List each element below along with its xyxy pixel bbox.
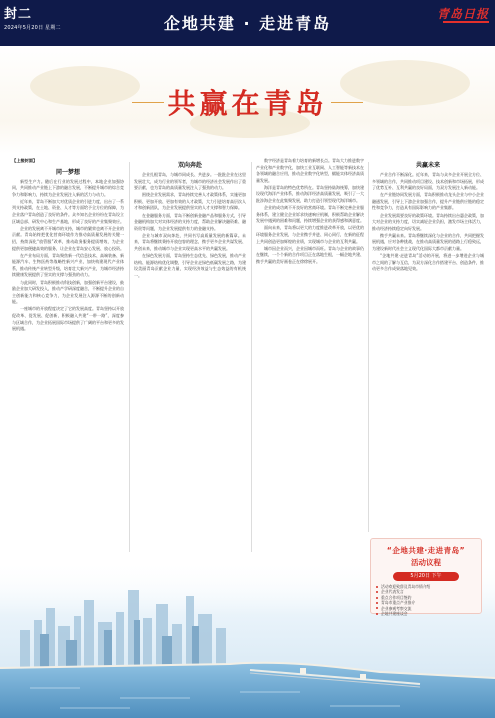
paragraph: “企地共建·走进青岛”活动的开展，将进一步增进企业与城市之间的了解与互信，为双方深化合作搭建平台、创造条件，推动更多合作成果落地见效。 [372,253,484,272]
article-column-3 [256,158,364,558]
hero-title: 共赢在青岛 [167,87,328,120]
agenda-item: 青岛市重点产业推介 [371,600,481,605]
page-header-title: 企地共建 · 走进青岛 [163,14,332,33]
agenda-item: 企业参观考察交流 [371,606,481,611]
activity-agenda-box [370,538,482,617]
agenda-date-badge: 5月20日 下午 [393,572,459,581]
title-ornament-right [331,102,363,103]
section-label: 封二 [4,7,33,22]
paragraph: 企业扎根青岛，与城市同成长、共进步。一批批企业在这里发展壮大，成为行业的领军者，为城市的经济社会发展作出了重要贡献，也为青岛的高质量发展注入了强劲的动力。 [134,172,246,191]
column-divider [368,162,369,532]
subheading: 双向奔赴 [177,162,202,169]
paragraph: 围绕企业发展需求，青岛持续完善人才政策体系，实施更加积极、更加开放、更加有效的人才政策，大力引进培育高层次人才和创新团队，为企业发展提供坚实的人才支撑和智力保障。 [134,192,246,211]
paragraph: 企业与城市双向奔赴，共同书写高质量发展的新篇章。未来，青岛将继续秉持开放包容的理念，携手更多企业共谋发展、共创未来，推动城市与企业实现更高水平的共赢发展。 [134,232,246,252]
continued-tag: 【上接封面】 [12,158,38,163]
logo-underline [443,21,489,23]
subheading: 同一梦想 [55,168,80,176]
paragraph: 数字经济是青岛着力培育的新增长点。青岛大力推进数字产业化和产业数字化，加快工业互联网、人工智能等新技术在各领域的融合应用，推动企业数字化转型，赋能实体经济高质量发展。 [256,158,364,183]
paragraph: 与此同时，青岛积极推动科技创新，加强创新平台建设，鼓励企业加大研发投入，推动产学研深度融合，不断提升企业的自主创新能力和核心竞争力，为企业发展注入源源不断的创新动能。 [12,279,124,305]
hero-banner [0,46,495,154]
page-header [0,0,495,46]
date-line: 2024年5月20日 星期二 [4,25,61,31]
paragraph: 海洋是青岛的特色优势所在。青岛坚持陆海统筹，加快建设现代海洋产业体系，推动海洋经济高质量发展，吸引了一大批涉海企业在此集聚发展，助力打造引领型现代海洋城市。 [256,184,364,204]
paragraph: 一座城市的开放程度决定了它的发展高度。青岛坚持以开放促改革、促发展、促创新，积极融入共建“一带一路”，深度参与区域合作，为企业拓展国际市场提供了广阔的平台和更多的发展机遇。 [12,306,124,332]
agenda-item: 企地共建座谈会 [371,611,481,616]
paragraph: 近年来，青岛不断加大对优质企业的引进力度，出台了一系列支持政策，在土地、资金、人才等方面给予全方位的保障，为企业落户青岛创造了良好的条件。众多知名企业纷纷在青岛设立区域总部、研发中心和生产基地，形成了良好的产业集聚效应。 [12,198,124,224]
subheading: 共赢未来 [415,162,440,169]
paragraph: 企业的成功离不开良好的营商环境。青岛不断完善企业服务体系，建立健全企业诉求快速响应机制，积极帮助企业解决发展中遇到的困难和问题，持续增强企业的获得感和满意度。 [256,205,364,224]
column-divider [129,162,130,552]
column-divider [251,162,252,552]
agenda-item: 活动欢迎致辞及青岛市情介绍 [371,584,481,589]
paragraph: 城市因企业而兴，企业因城市而旺。青岛与企业的故事仍在继续，一个个新的合作项目正在落地生根，一幅企地共建、携手共赢的美好画卷正在徐徐展开。 [256,245,364,264]
paragraph: 携手共赢未来。青岛将继续深化与企业的合作，共同把握发展机遇，应对各种挑战，在推动高质量发展的道路上行稳致远，为建设新时代社会主义现代化国际大都市贡献力量。 [372,232,484,252]
paragraph: 在产业链协同发展方面，青岛积极推动龙头企业与中小企业融通发展，引导上下游企业加强合作，提升产业链供应链的稳定性和竞争力，打造具有国际影响力的产业集群。 [372,192,484,211]
paragraph: 产业合作不断深化。近年来，青岛与众多企业开展全方位、多领域的合作，共同推动项目建设、技术创新和市场拓展，形成了优势互补、互利共赢的良好局面，为双方发展注入新动能。 [372,172,484,191]
agenda-subtitle: 活动议程 [411,558,441,567]
article-column-4 [372,158,484,534]
paragraph: 在产业布局方面，青岛聚焦新一代信息技术、高端装备、新能源汽车、生物医药等战略性新兴产业，加快构建现代产业体系，推动传统产业转型升级，培育壮大新兴产业，为城市经济持续健康发展提供了坚实的支撑与强劲的动力。 [12,252,124,278]
newspaper-logo: 青岛日报 [436,7,489,21]
article-column-2 [134,158,246,558]
agenda-item: 重点合作项目签约 [371,595,481,600]
paragraph: 在绿色发展方面，青岛坚持生态优先、绿色发展，推动产业结构、能源结构优化调整，引导企业走绿色低碳发展之路，为建设美丽青岛贡献企业力量，实现经济效益与生态效益的有机统一。 [134,253,246,278]
paragraph: 面向未来，青岛将以更大的力度推进改革开放，以更优的环境服务企业发展，与企业携手并进、同心同行，在新的征程上共同创造更加辉煌的业绩，实现城市与企业的互利共赢。 [256,225,364,244]
paragraph: 新型生产力。随后在行业的发展过程中，本地企业加强协同，共同推动产业链上下游的融合发展，不断提升城市的综合竞争力和影响力，持续为企业发展注入新的活力与动力。 [12,178,124,197]
paragraph: 在金融服务方面，青岛不断创新金融产品和服务方式，引导金融机构加大对实体经济的支持力度，帮助企业解决融资难、融资贵等问题，为企业发展提供有力的金融支持。 [134,212,246,231]
agenda-title: “企地共建·走进青岛” [386,546,466,555]
agenda-item: 企业代表发言 [371,589,481,594]
article-column-1 [12,158,124,558]
paragraph: 企业的发展离不开城市的支持，城市的繁荣也离不开企业的贡献。青岛始终把优化营商环境作为推动高质量发展的关键一招，持续深化“放管服”改革，推动政务服务提质增效，为企业提供更加便捷高效的服务，让企业在青岛安心发展、放心投资。 [12,225,124,251]
paragraph: 企业发展需要良好的政策环境。青岛持续出台惠企政策，加大对企业的支持力度，切实减轻企业负担，激发市场主体活力，推动经济持续稳定向好发展。 [372,212,484,231]
